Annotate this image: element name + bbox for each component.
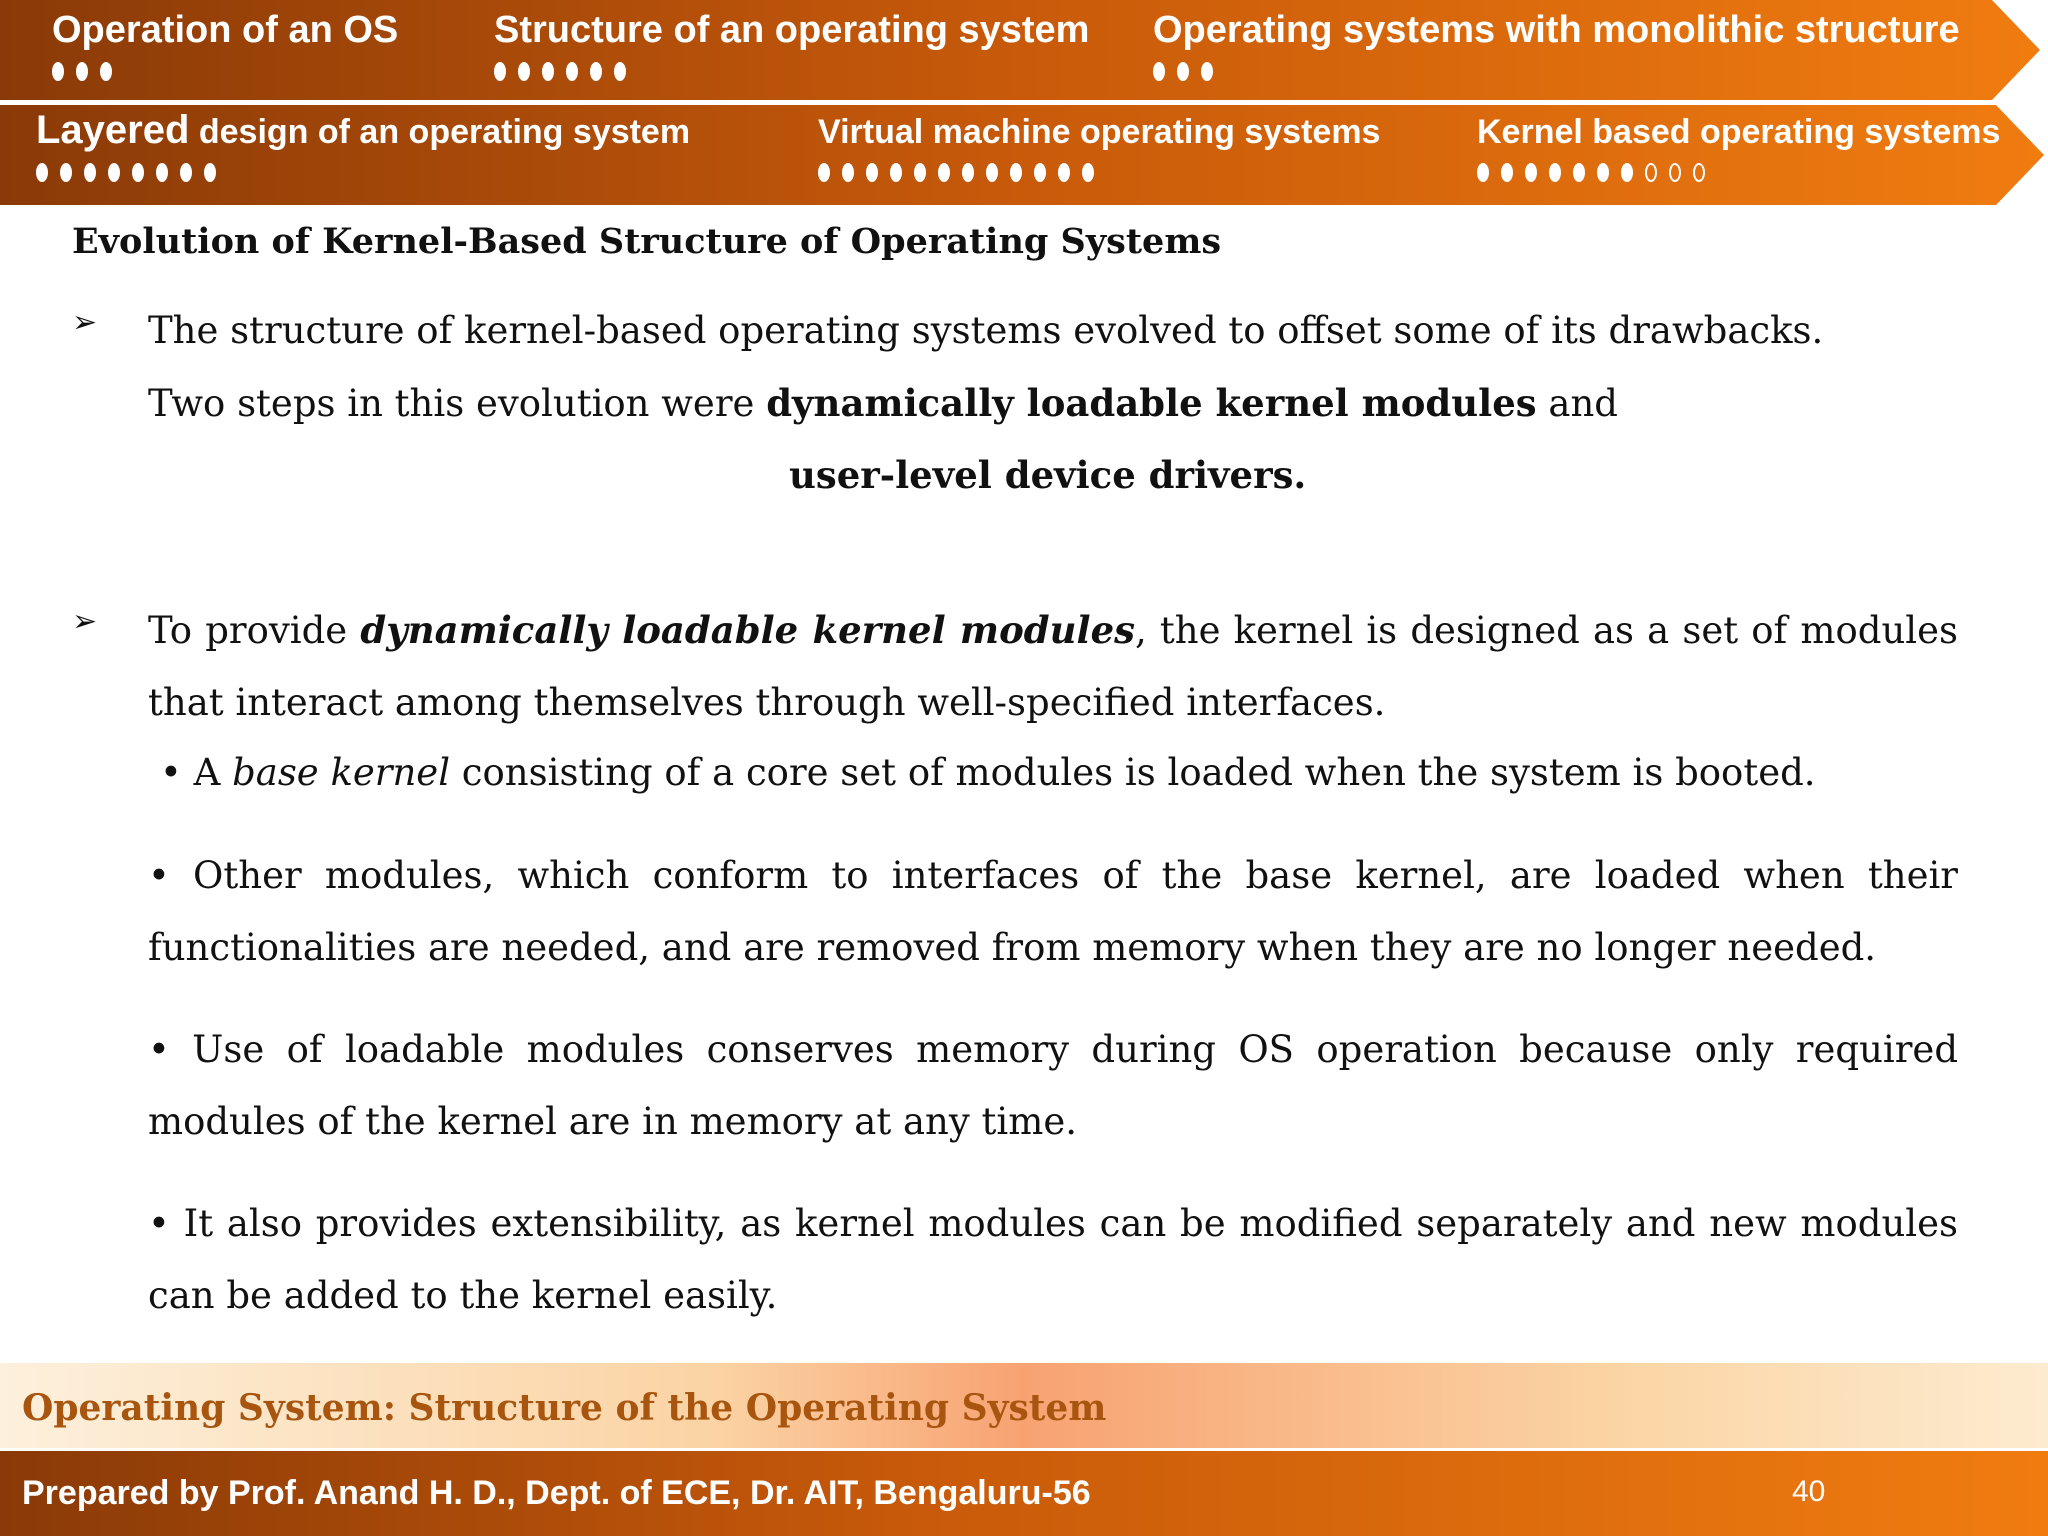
progress-dot-filled (494, 62, 506, 81)
nav-item-virtual-machine[interactable]: Virtual machine operating systems (818, 111, 1380, 183)
progress-dot-filled (914, 163, 926, 182)
progress-dot-filled (1201, 62, 1213, 81)
progress-dot-filled (518, 62, 530, 81)
nav-row-2 (0, 105, 2048, 205)
bullet2-bold-italic: dynamically loadable kernel modules (360, 608, 1135, 652)
bullet1-line2-bold: dynamically loadable kernel modules (766, 381, 1537, 425)
progress-dot-filled (1058, 163, 1070, 182)
bullet2-post: , the kernel is designed as a set of modules that interact among themselves through well-specified interfaces. (148, 609, 1958, 724)
bullet1-line1: The structure of kernel-based operating systems evolved to offset some of its drawbacks. (148, 309, 1824, 352)
progress-dot-filled (1597, 163, 1609, 182)
footer-band (0, 1363, 2048, 1448)
progress-dot-empty (1645, 163, 1657, 182)
progress-dot-filled (1621, 163, 1633, 182)
progress-dot-empty (1693, 163, 1705, 182)
footer-credit: Prepared by Prof. Anand H. D., Dept. of ECE, Dr. AIT, Bengaluru-56 (22, 1474, 1091, 1512)
progress-dot-filled (52, 62, 64, 81)
bullet1-line2 (148, 367, 1618, 440)
progress-dot-filled (614, 62, 626, 81)
progress-dot-filled (108, 163, 120, 182)
progress-dot-filled (1177, 62, 1189, 81)
nav-item-monolithic-structure[interactable]: Operating systems with monolithic structure (1153, 8, 1960, 82)
progress-dot-filled (1153, 62, 1165, 81)
progress-dot-filled (132, 163, 144, 182)
progress-dot-filled (1549, 163, 1561, 182)
bullet1-line2-pre: Two steps in this evolution were (148, 382, 767, 425)
progress-dot-filled (866, 163, 878, 182)
progress-dot-filled (566, 62, 578, 81)
nav-item-operation-of-os[interactable]: Operation of an OS (52, 8, 398, 82)
progress-dot-filled (60, 163, 72, 182)
footer-bar (0, 1451, 2048, 1536)
progress-dot-filled (76, 62, 88, 81)
progress-dot-filled (36, 163, 48, 182)
page-number: 40 (1792, 1475, 1826, 1508)
progress-dots (52, 60, 398, 82)
nav-item-kernel-based[interactable]: Kernel based operating systems (1477, 111, 2000, 183)
nav-title-lead: Layered (36, 108, 190, 152)
progress-dots (818, 161, 1380, 183)
progress-dot-filled (842, 163, 854, 182)
nav-item-layered-design[interactable] (36, 109, 690, 183)
progress-dot-filled (204, 163, 216, 182)
progress-dot-filled (542, 62, 554, 81)
progress-dots (494, 60, 1089, 82)
arrow-bullet-icon: ➢ (72, 305, 98, 340)
progress-dot-filled (590, 62, 602, 81)
slide-heading: Evolution of Kernel-Based Structure of Operating Systems (72, 221, 1222, 262)
progress-dot-filled (1010, 163, 1022, 182)
nav-row-1 (0, 0, 2048, 103)
progress-dot-empty (1669, 163, 1681, 182)
progress-dot-filled (818, 163, 830, 182)
progress-dot-filled (156, 163, 168, 182)
bullet1-line3: user-level device drivers. (789, 453, 1307, 497)
sub-bullet-3: • Use of loadable modules conserves memory during OS operation because only required modules of the kernel are in memory at any time. (148, 1028, 1958, 1143)
progress-dot-filled (890, 163, 902, 182)
sub1-post: consisting of a core set of modules is loaded when the system is booted. (450, 751, 1816, 794)
sub1-pre: • A (160, 751, 233, 794)
progress-dots (36, 161, 690, 183)
progress-dot-filled (1501, 163, 1513, 182)
progress-dot-filled (962, 163, 974, 182)
progress-dots (1477, 161, 2000, 183)
nav-title-rest: design of an operating system (189, 113, 691, 151)
sub1-italic: base kernel (232, 751, 451, 794)
arrow-bullet-icon: ➢ (72, 604, 98, 639)
progress-dot-filled (1034, 163, 1046, 182)
bullet2-pre: To provide (148, 609, 361, 652)
progress-dot-filled (1082, 163, 1094, 182)
progress-dot-filled (84, 163, 96, 182)
progress-dots (1153, 60, 1960, 82)
progress-dot-filled (938, 163, 950, 182)
sub-bullet-1 (160, 737, 1816, 809)
sub-bullet-4: • It also provides extensibility, as kernel modules can be modified separately and new modules can be added to the kernel easily. (148, 1202, 1958, 1317)
progress-dot-filled (100, 62, 112, 81)
progress-dot-filled (180, 163, 192, 182)
progress-dot-filled (1477, 163, 1489, 182)
nav-item-structure-of-os[interactable]: Structure of an operating system (494, 8, 1089, 82)
sub-bullet-2: • Other modules, which conform to interfaces of the base kernel, are loaded when their functionalities are needed, and are removed from memory when they are no longer needed. (148, 854, 1958, 969)
progress-dot-filled (1525, 163, 1537, 182)
footer-title: Operating System: Structure of the Operating System (22, 1387, 1107, 1429)
progress-dot-filled (1573, 163, 1585, 182)
bullet2-paragraph (148, 594, 1958, 739)
progress-dot-filled (986, 163, 998, 182)
bullet1-line2-post: and (1536, 382, 1618, 425)
